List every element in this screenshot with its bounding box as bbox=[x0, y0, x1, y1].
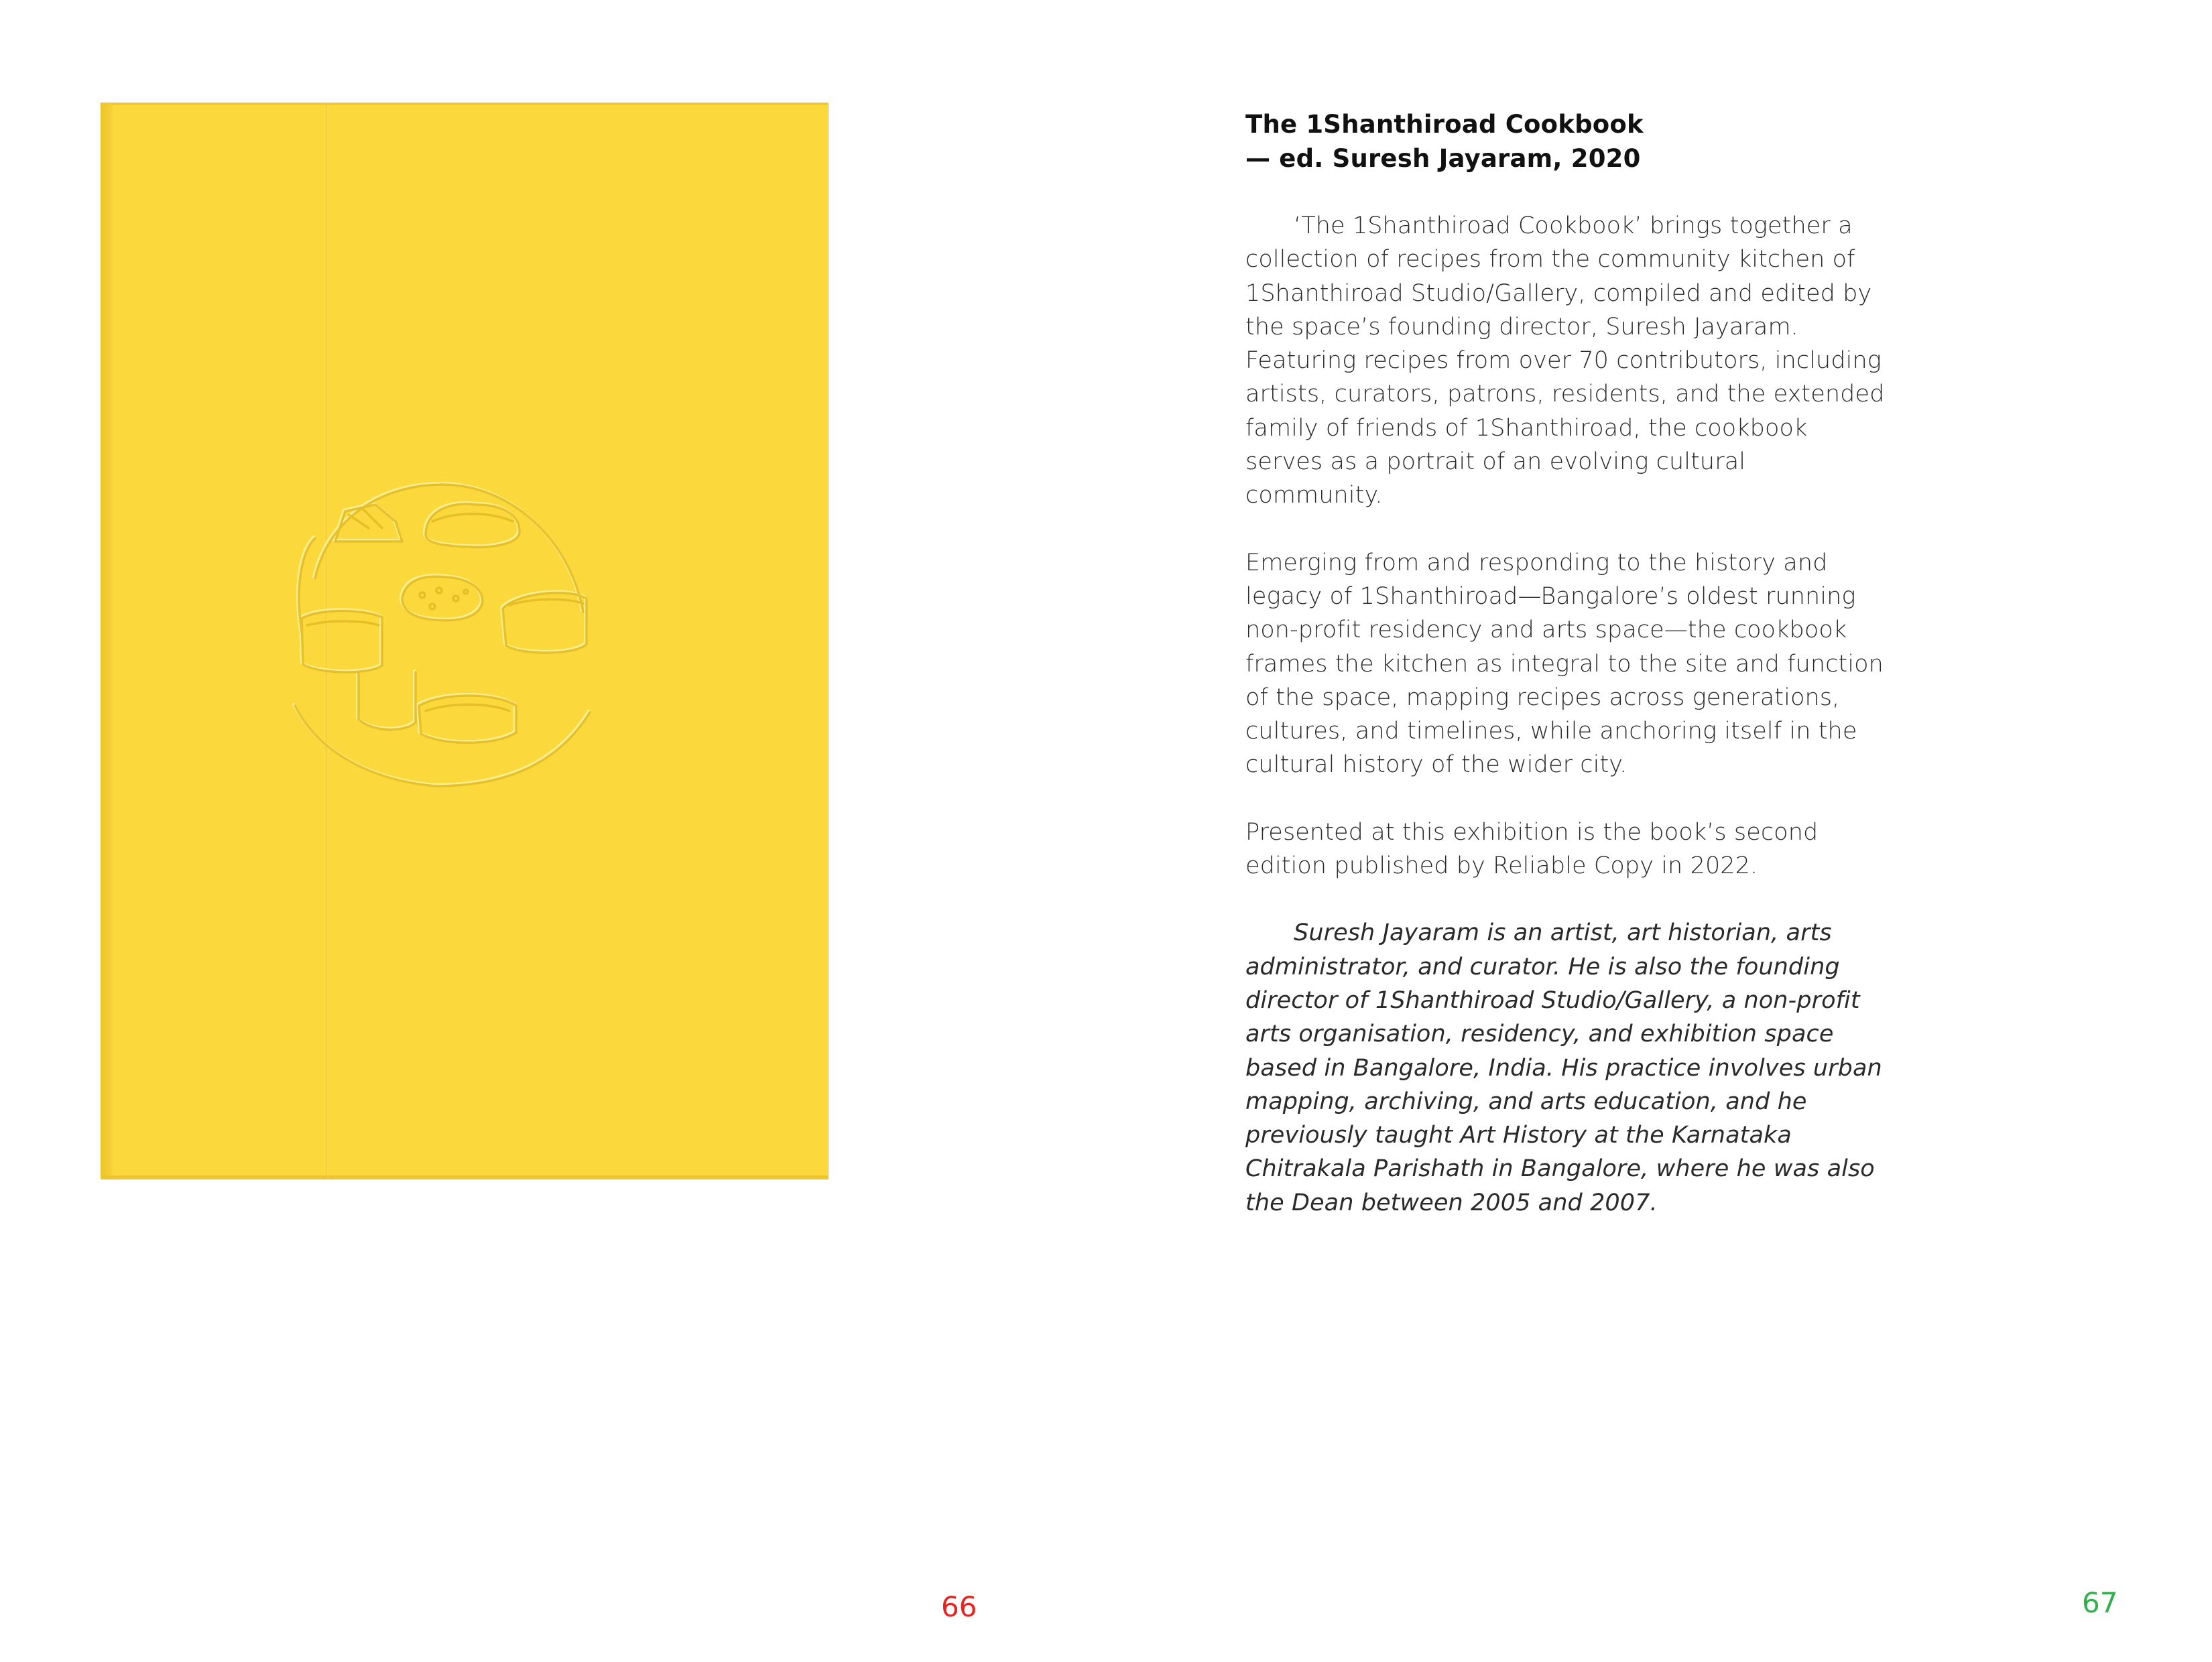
cover-top-edge bbox=[101, 103, 828, 105]
author-bio: Suresh Jayaram is an artist, art historian, arts administrator, and curator. He is also the founding director of 1Shanthiroad Studio/Gallery, a non-profit arts organisation, residency, and exhibition space based in Bangalore, India. His practice involves urban mapping, archiving, and arts education, and he previously taught Art History at the Karnataka Chitrakala Parishath in Bangalore, where he was also the Dean between 2005 and 2007. bbox=[1245, 919, 1882, 1216]
page-number-left: 66 bbox=[941, 1590, 977, 1623]
cover-bottom-edge bbox=[101, 1175, 828, 1179]
paragraph-edition: Presented at this exhibition is the book’s second edition published by Reliable Copy in 2022. bbox=[1245, 818, 1819, 880]
article-title bbox=[1245, 107, 1889, 176]
article-title-line-1: The 1Shanthiroad Cookbook bbox=[1245, 110, 1644, 139]
cover-spine-edge bbox=[101, 103, 113, 1179]
article-title-line-2: — ed. Suresh Jayaram, 2020 bbox=[1245, 144, 1641, 173]
page-number-right: 67 bbox=[2082, 1586, 2118, 1619]
paragraph-history: Emerging from and responding to the history and legacy of 1Shanthiroad—Bangalore’s oldest running non-profit residency and arts space—the cookbook frames the kitchen as integral to the site and function of the space, mapping recipes across generations, cultures, and timelines, while anchoring itself in the cultural history of the wider city. bbox=[1245, 549, 1884, 779]
paragraph-intro: ‘The 1Shanthiroad Cookbook’ brings together a collection of recipes from the community kitchen of 1Shanthiroad Studio/Gallery, compiled and edited by the space’s founding director, Suresh Jayaram. Featuring recipes from over 70 contributors, including artists, curators, patrons, residents, and the extended family of friends of 1Shanthiroad, the cookbook serves as a portrait of an evolving cultural community. bbox=[1245, 212, 1885, 509]
article-text bbox=[1245, 107, 1889, 1220]
book-cover-image bbox=[101, 103, 828, 1179]
embossed-food-plate-icon bbox=[288, 464, 603, 853]
